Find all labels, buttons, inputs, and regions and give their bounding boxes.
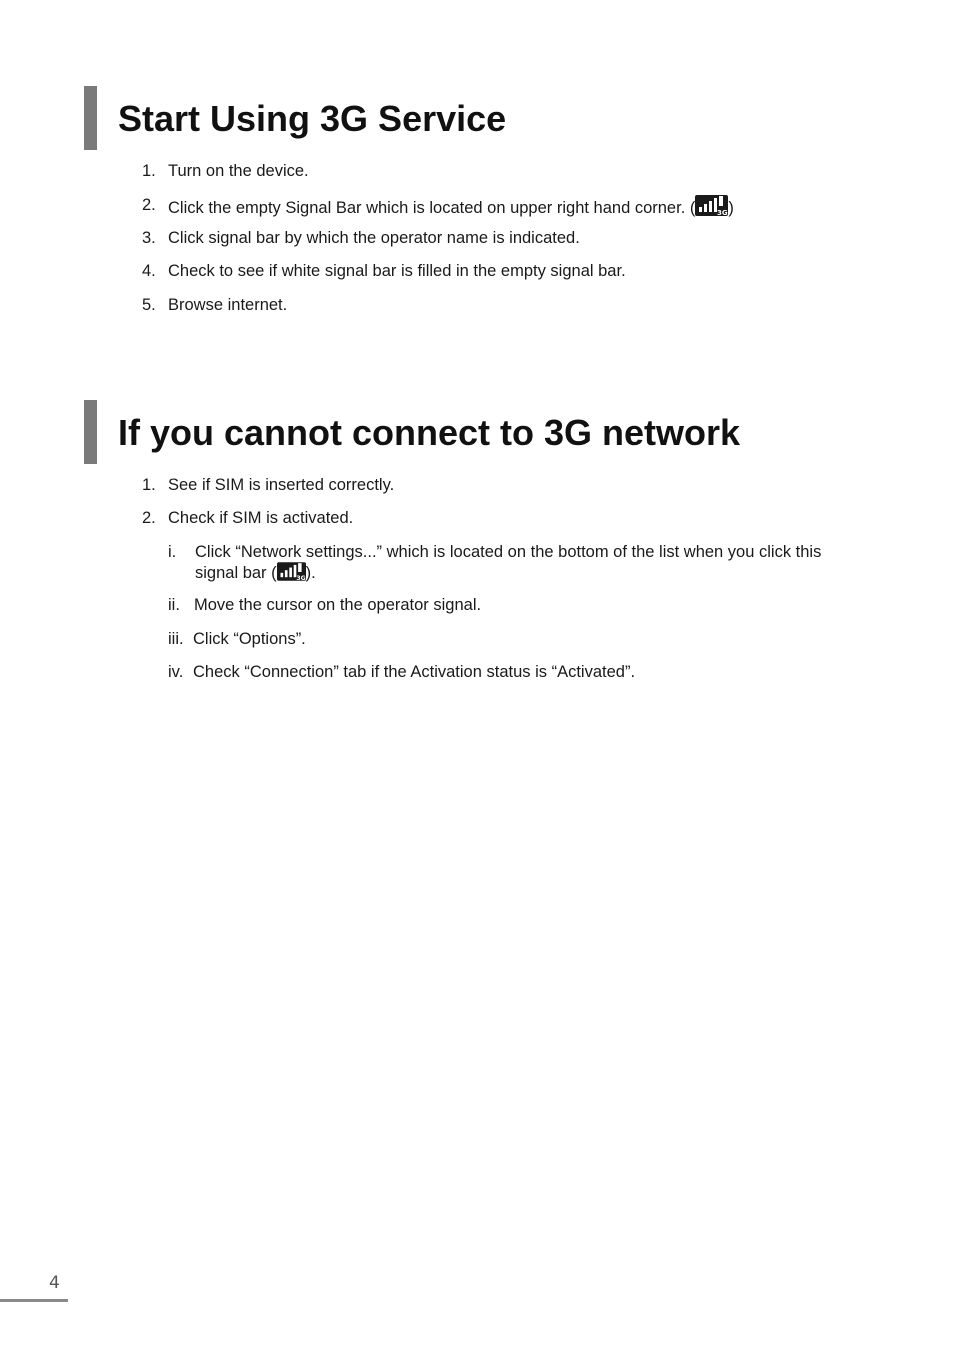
list-text: See if SIM is inserted correctly. — [168, 476, 395, 494]
footer-rule — [0, 1299, 68, 1302]
sub-list-item — [168, 595, 868, 615]
list-item — [142, 195, 862, 217]
list-item — [142, 228, 862, 248]
list-number: 3. — [142, 229, 156, 247]
sub-list-number: ii. — [168, 596, 180, 614]
signal-bar-3g-icon — [695, 195, 728, 216]
sub-list-item — [168, 542, 868, 584]
sub-list-text-with-icon — [195, 542, 855, 583]
section-title-cannot-connect: If you cannot connect to 3G network — [118, 412, 741, 453]
list-number: 1. — [142, 162, 156, 180]
list-text: Click the empty Signal Bar which is located on upper right hand corner. ( — [168, 199, 696, 217]
list-item — [142, 161, 862, 181]
sub-list-text-after: ). — [305, 564, 316, 582]
list-text: Check if SIM is activated. — [168, 509, 354, 527]
list-number: 2. — [142, 509, 156, 527]
list-item — [142, 508, 862, 528]
sub-list-text: Click “Options”. — [193, 630, 306, 648]
list-text: Click signal bar by which the operator name is indicated. — [168, 229, 580, 247]
list-text: Browse internet. — [168, 296, 288, 314]
list-number: 5. — [142, 296, 156, 314]
list-number: 2. — [142, 196, 156, 214]
sub-list-number: iii. — [168, 630, 184, 648]
list-text: Check to see if white signal bar is filled in the empty signal bar. — [168, 262, 626, 280]
signal-badge-text: 3G — [717, 209, 728, 216]
sub-list-item — [168, 629, 868, 649]
list-text-after: ) — [728, 199, 734, 217]
section-heading-bar — [84, 400, 97, 464]
sub-list-item — [168, 662, 868, 682]
page-number: 4 — [49, 1273, 60, 1293]
sub-list-number: i. — [168, 543, 177, 561]
list-number: 4. — [142, 262, 156, 280]
list-item — [142, 261, 862, 281]
signal-bar-3g-icon — [277, 562, 306, 581]
list-item — [142, 295, 862, 315]
signal-badge-text: 3G — [295, 574, 306, 581]
list-item — [142, 475, 862, 495]
list-text-with-icon — [168, 195, 734, 218]
list-number: 1. — [142, 476, 156, 494]
sub-list-number: iv. — [168, 663, 184, 681]
list-text: Turn on the device. — [168, 162, 309, 180]
sub-list-text: Move the cursor on the operator signal. — [194, 596, 482, 614]
sub-list-text: Check “Connection” tab if the Activation status is “Activated”. — [193, 663, 636, 681]
section-heading-bar — [84, 86, 97, 150]
section-title-start-using-3g: Start Using 3G Service — [118, 98, 507, 139]
sub-list-text: Click “Network settings...” which is located on the bottom of the list when you click this signal bar ( — [195, 543, 822, 582]
